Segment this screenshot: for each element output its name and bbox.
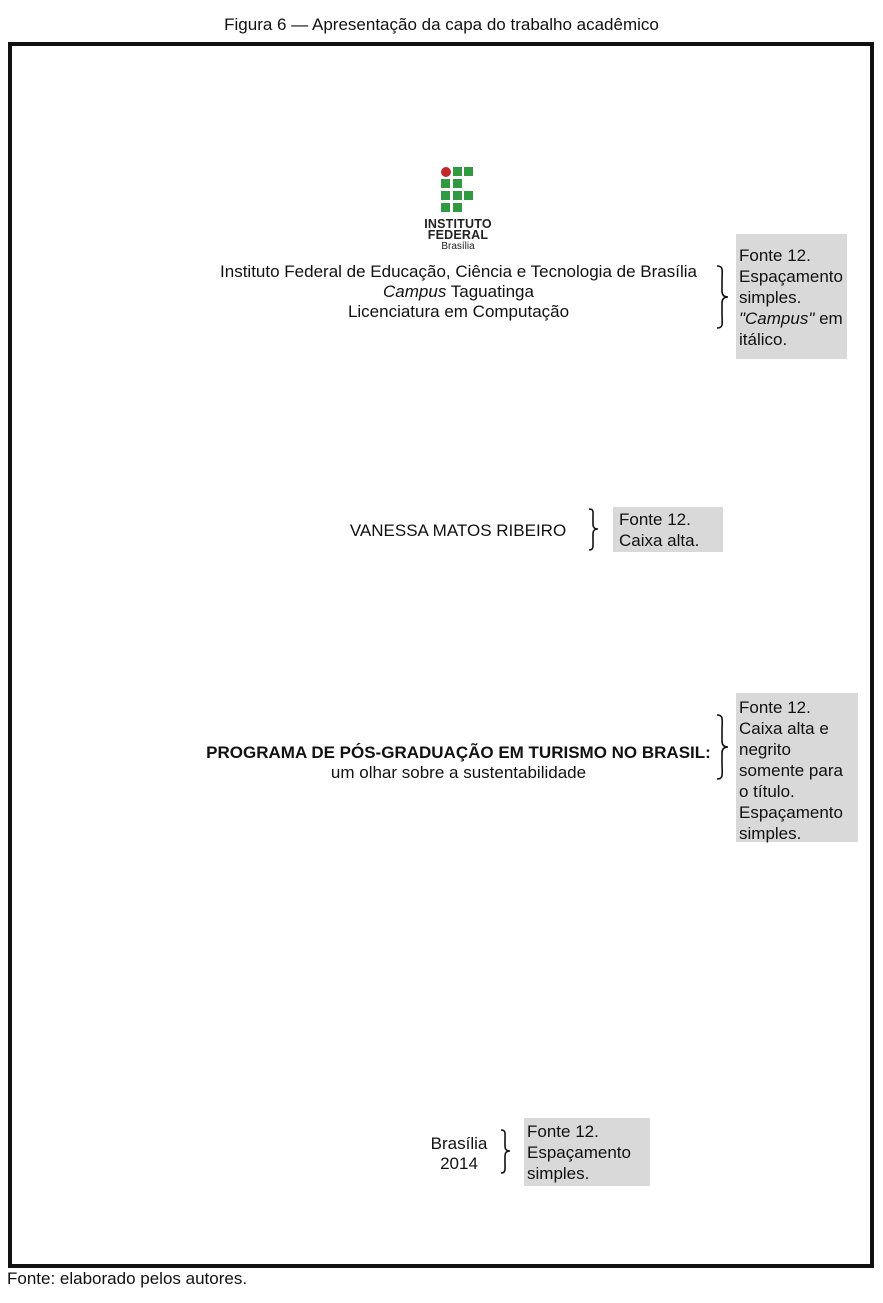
logo-line-3: Brasília — [441, 241, 475, 252]
logo-line-2: FEDERAL — [427, 228, 489, 242]
author-note: Fonte 12. Caixa alta. — [613, 507, 723, 552]
institution-header — [200, 262, 717, 322]
campus-name: Taguatinga — [446, 282, 534, 301]
author-brace — [588, 508, 600, 551]
logo-line-1: INSTITUTO — [424, 217, 492, 231]
figure-caption: Figura 6 — Apresentação da capa do trabalho acadêmico — [224, 15, 659, 34]
header-brace — [716, 265, 730, 329]
footer-note: Fonte 12. Espaçamento simples. — [524, 1118, 650, 1186]
institution-name: Instituto Federal de Educação, Ciência e Tecnologia de Brasília — [220, 262, 697, 281]
year: 2014 — [440, 1154, 478, 1173]
author-name: VANESSA MATOS RIBEIRO — [349, 521, 567, 540]
title-note: Fonte 12. Caixa alta e negrito somente para o título. Espaçamento simples. — [736, 693, 858, 842]
thesis-subtitle: um olhar sobre a sustentabilidade — [330, 763, 587, 782]
city: Brasília — [430, 1134, 488, 1153]
footer-brace — [500, 1129, 512, 1174]
logo-mark — [440, 166, 476, 214]
course-name: Licenciatura em Computação — [347, 302, 570, 321]
title-brace — [716, 714, 730, 780]
campus-line — [200, 282, 717, 302]
campus-word: Campus — [383, 282, 447, 301]
header-note: Fonte 12. Espaçamento simples. "Campus" em itálico. — [736, 234, 847, 359]
institute-logo — [418, 166, 498, 258]
title-block — [190, 743, 727, 783]
place-date — [418, 1134, 500, 1174]
thesis-title: PROGRAMA DE PÓS-GRADUAÇÃO EM TURISMO NO BRASIL: — [206, 743, 711, 762]
figure-source: Fonte: elaborado pelos autores. — [7, 1269, 248, 1288]
